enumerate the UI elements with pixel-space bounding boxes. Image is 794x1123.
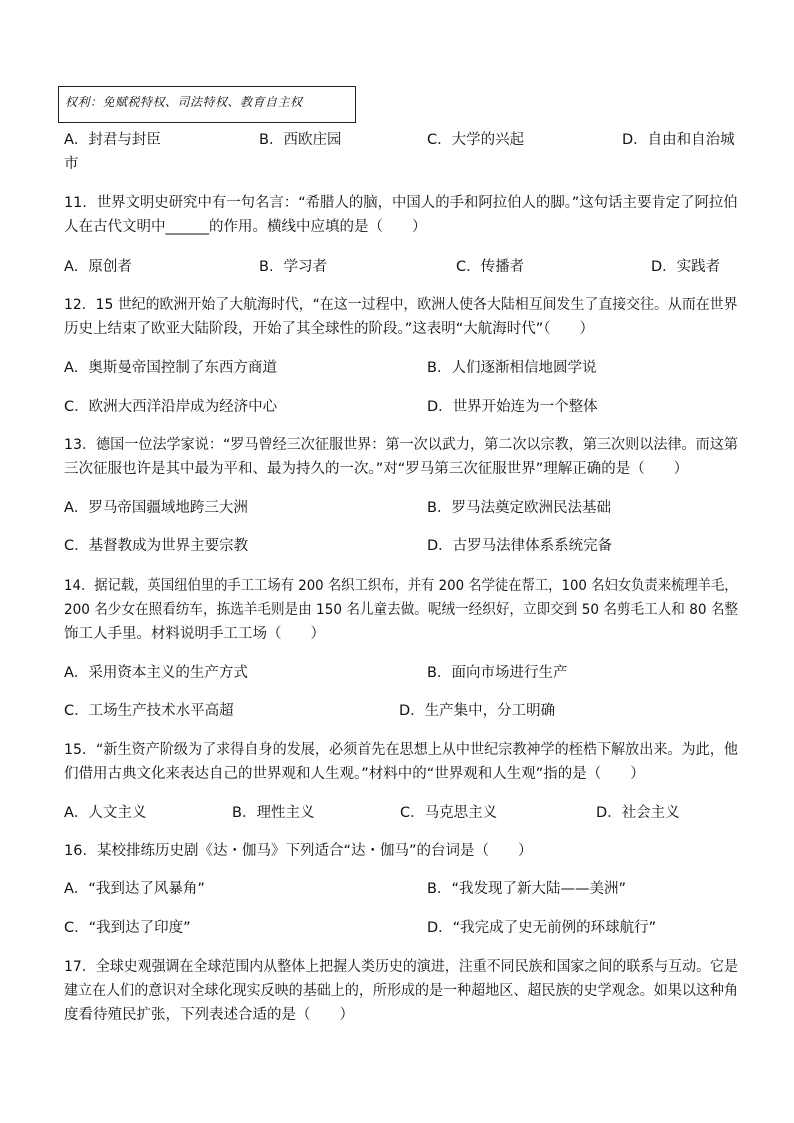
q17-stem-line-1: 17．全球史观强调在全球范围内从整体上把握人类历史的演进，注重不同民族和国家之间的联系与互动。它是 [64, 959, 738, 975]
q10-option-d-wrap: 市 [64, 156, 79, 172]
q14-option-b: B．面向市场进行生产 [427, 665, 568, 681]
q15-stem-line-2: 们借用古典文化来表达自己的世界观和人生观。”材料中的“世界观和人生观”指的是（ ） [64, 766, 645, 782]
q10-option-a: A．封君与封臣 [64, 132, 161, 148]
q16-stem-line-1: 16．某校排练历史剧《达・伽马》下列适合“达・伽马”的台词是（ ） [64, 843, 533, 859]
q14-option-c: C．工场生产技术水平高超 [64, 703, 234, 719]
q16-option-c: C．“我到达了印度” [64, 920, 191, 936]
q13-option-d: D．古罗马法律体系系统完备 [427, 538, 613, 554]
q12-option-b: B．人们逐渐相信地圆学说 [427, 360, 597, 376]
q16-option-d: D．“我完成了史无前例的环球航行” [427, 920, 657, 936]
q10-option-d: D．自由和自治城 [622, 132, 735, 148]
q10-option-c: C．大学的兴起 [427, 132, 525, 148]
q16-option-a: A．“我到达了风暴角” [64, 881, 205, 897]
q15-option-b: B．理性主义 [232, 805, 315, 821]
q12-option-c: C．欧洲大西洋沿岸成为经济中心 [64, 399, 278, 415]
q11-stem-line-1: 11．世界文明史研究中有一句名言：“希腊人的脑，中国人的手和阿拉伯人的脚。”这句话主要肯定了阿拉伯 [64, 195, 738, 211]
q11-option-a: A．原创者 [64, 259, 132, 275]
q13-stem-line-1: 13．德国一位法学家说：“罗马曾经三次征服世界：第一次以武力，第二次以宗教，第三次则以法律。而这第 [64, 437, 738, 453]
q13-option-c: C．基督教成为世界主要宗教 [64, 538, 249, 554]
q17-stem-line-3: 度看待殖民扩张，下列表述合适的是（ ） [64, 1007, 354, 1023]
q14-stem-line-2: 200 名少女在照看纺车，拣选羊毛则是由 150 名儿童去做。呢绒一经织好，立即交到 50 名剪毛工人和 80 名整 [64, 602, 739, 618]
q14-stem-line-1: 14．据记载，英国纽伯里的手工工场有 200 名织工织布，并有 200 名学徒在帮工，100 名妇女负责来梳理羊毛， [64, 578, 738, 594]
q14-option-d: D．生产集中，分工明确 [399, 703, 556, 719]
boxed-material [58, 86, 356, 123]
q13-stem-line-2: 三次征服也许是其中最为平和、最为持久的一次。”对“罗马第三次征服世界”理解正确的是（ ） [64, 461, 689, 477]
q11-option-c: C．传播者 [456, 259, 525, 275]
q10-option-b: B．西欧庄园 [259, 132, 342, 148]
q13-option-a: A．罗马帝国疆域地跨三大洲 [64, 500, 248, 516]
q14-stem-line-3: 饰工人手里。材料说明手工工场（ ） [64, 626, 325, 642]
q15-option-a: A．人文主义 [64, 805, 147, 821]
boxed-text: 权利：免赋税特权、司法特权、教育自主权 [65, 95, 303, 109]
q15-stem-line-1: 15．“新生资产阶级为了求得自身的发展，必须首先在思想上从中世纪宗教神学的桎梏下解放出来。为此，他 [64, 742, 738, 758]
q11-stem-line-2: 人在古代文明中______的作用。横线中应填的是（ ） [64, 219, 427, 235]
q17-stem-line-2: 建立在人们的意识对全球化现实反映的基础上的，所形成的是一种超地区、超民族的史学观念。如果以这种角 [64, 983, 739, 999]
q12-stem-line-2: 历史上结束了欧亚大陆阶段，开始了其全球性的阶段。”这表明“大航海时代”（ ） [64, 321, 595, 337]
q12-option-d: D．世界开始连为一个整体 [427, 399, 598, 415]
q12-stem-line-1: 12．15 世纪的欧洲开始了大航海时代，“在这一过程中，欧洲人使各大陆相互间发生了直接交往。从而在世界 [64, 297, 738, 313]
q11-option-b: B．学习者 [259, 259, 327, 275]
q11-option-d: D．实践者 [651, 259, 721, 275]
q13-option-b: B．罗马法奠定欧洲民法基础 [427, 500, 611, 516]
q15-option-c: C．马克思主义 [400, 805, 498, 821]
q14-option-a: A．采用资本主义的生产方式 [64, 665, 248, 681]
q16-option-b: B．“我发现了新大陆——美洲” [427, 881, 626, 897]
q12-option-a: A．奥斯曼帝国控制了东西方商道 [64, 360, 277, 376]
q15-option-d: D．社会主义 [596, 805, 680, 821]
